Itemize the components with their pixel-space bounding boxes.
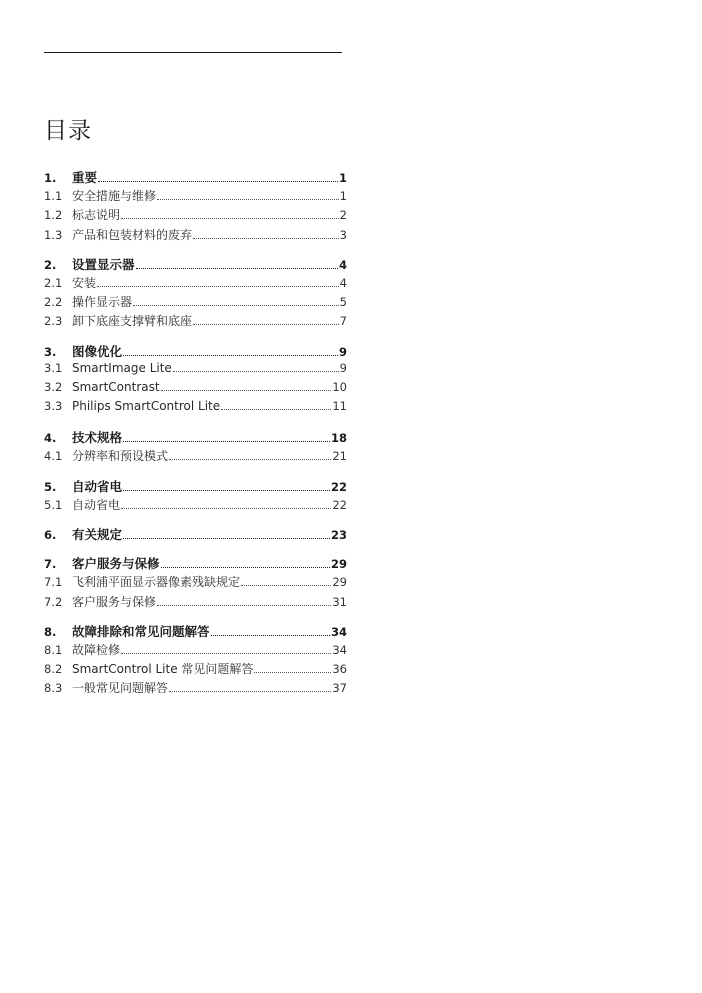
toc-subsection-number: 8.3 bbox=[44, 681, 63, 696]
toc-subsection-page-number: 36 bbox=[332, 662, 347, 677]
dot-leader bbox=[98, 181, 338, 182]
toc-subsection-page-number: 37 bbox=[332, 681, 347, 696]
dot-leader bbox=[123, 355, 338, 356]
toc-subsection-entry[interactable] bbox=[44, 206, 347, 225]
toc-chapter-label: 设置显示器 bbox=[72, 256, 135, 272]
toc-subsection-label: 安全措施与维修 bbox=[72, 189, 157, 204]
dot-leader bbox=[97, 286, 339, 287]
toc-subsection-number: 2.1 bbox=[44, 275, 63, 290]
dot-leader bbox=[173, 371, 339, 372]
toc-section bbox=[44, 477, 347, 515]
toc-subsection-label: SmartContrast bbox=[72, 379, 160, 394]
toc-subsection-entry[interactable] bbox=[44, 447, 347, 466]
toc-chapter-label: 自动省电 bbox=[72, 478, 123, 494]
toc-section bbox=[44, 622, 347, 699]
toc-chapter-entry[interactable] bbox=[44, 255, 347, 274]
toc-subsection-entry[interactable] bbox=[44, 361, 347, 380]
page-title: 目录 bbox=[44, 118, 92, 144]
toc-chapter-number: 2. bbox=[44, 257, 57, 272]
toc-subsection-page-number: 10 bbox=[332, 379, 347, 394]
toc-subsection-page-number: 31 bbox=[332, 594, 347, 609]
toc-chapter-number: 5. bbox=[44, 479, 57, 494]
toc-subsection-entry[interactable] bbox=[44, 312, 347, 331]
dot-leader bbox=[169, 691, 331, 692]
toc-chapter-entry[interactable] bbox=[44, 168, 347, 187]
toc-subsection-page-number: 4 bbox=[339, 275, 347, 290]
dot-leader bbox=[121, 218, 339, 219]
dot-leader bbox=[133, 305, 339, 306]
toc-chapter-number: 7. bbox=[44, 557, 57, 572]
toc-subsection-number: 5.1 bbox=[44, 497, 63, 512]
top-rule bbox=[44, 52, 342, 53]
toc-section bbox=[44, 428, 347, 466]
toc-subsection-label: 飞利浦平面显示器像素残缺规定 bbox=[72, 575, 241, 590]
toc-subsection-number: 8.2 bbox=[44, 662, 63, 677]
toc-chapter-label: 客户服务与保修 bbox=[72, 556, 160, 572]
toc-section bbox=[44, 255, 347, 332]
toc-subsection-page-number: 2 bbox=[339, 208, 347, 223]
toc-subsection-number: 1.3 bbox=[44, 227, 63, 242]
toc-subsection-page-number: 1 bbox=[339, 189, 347, 204]
toc-subsection-label: 自动省电 bbox=[72, 497, 121, 512]
toc-chapter-page-number: 4 bbox=[338, 257, 347, 272]
toc-subsection-label: SmartControl Lite 常见问题解答 bbox=[72, 662, 254, 677]
toc-chapter-entry[interactable] bbox=[44, 622, 347, 641]
toc-subsection-page-number: 22 bbox=[332, 497, 347, 512]
toc-subsection-entry[interactable] bbox=[44, 593, 347, 612]
toc-subsection-label: 客户服务与保修 bbox=[72, 594, 157, 609]
dot-leader bbox=[161, 567, 330, 568]
toc-subsection-number: 3.3 bbox=[44, 399, 63, 414]
toc-chapter-entry[interactable] bbox=[44, 554, 347, 573]
toc-subsection-page-number: 3 bbox=[339, 227, 347, 242]
toc-subsection-label: 安装 bbox=[72, 275, 97, 290]
toc-chapter-number: 3. bbox=[44, 344, 57, 359]
dot-leader bbox=[193, 324, 339, 325]
toc-chapter-label: 有关规定 bbox=[72, 527, 123, 542]
toc-subsection-page-number: 5 bbox=[339, 295, 347, 310]
dot-leader bbox=[123, 490, 330, 491]
toc-chapter-label: 技术规格 bbox=[72, 430, 123, 446]
toc-subsection-page-number: 29 bbox=[332, 575, 347, 590]
toc-chapter-page-number: 22 bbox=[330, 479, 347, 494]
toc-chapter-entry[interactable] bbox=[44, 525, 347, 544]
toc-subsection-number: 3.2 bbox=[44, 379, 63, 394]
dot-leader bbox=[254, 672, 331, 673]
toc-subsection-number: 8.1 bbox=[44, 642, 63, 657]
toc-subsection-label: 标志说明 bbox=[72, 208, 121, 223]
toc-subsection-entry[interactable] bbox=[44, 660, 347, 679]
toc-subsection-label: Philips SmartControl Lite bbox=[72, 399, 221, 414]
toc-subsection-number: 2.3 bbox=[44, 314, 63, 329]
toc-section bbox=[44, 554, 347, 612]
toc-subsection-page-number: 9 bbox=[339, 360, 347, 375]
toc-subsection-entry[interactable] bbox=[44, 496, 347, 515]
toc-chapter-page-number: 23 bbox=[330, 528, 347, 542]
toc-subsection-page-number: 34 bbox=[332, 642, 347, 657]
toc-subsection-entry[interactable] bbox=[44, 187, 347, 206]
toc-subsection-number: 7.2 bbox=[44, 594, 63, 609]
toc-subsection-number: 1.2 bbox=[44, 208, 63, 223]
toc-subsection-label: SmartImage Lite bbox=[72, 360, 172, 375]
dot-leader bbox=[161, 390, 332, 391]
dot-leader bbox=[136, 268, 338, 269]
toc-chapter-page-number: 18 bbox=[330, 431, 347, 446]
toc-subsection-label: 故障检修 bbox=[72, 642, 121, 657]
toc-subsection-entry[interactable] bbox=[44, 679, 347, 698]
dot-leader bbox=[221, 409, 331, 410]
toc-subsection-entry[interactable] bbox=[44, 274, 347, 293]
toc-chapter-page-number: 34 bbox=[330, 624, 347, 639]
toc-section bbox=[44, 342, 347, 419]
dot-leader bbox=[157, 199, 339, 200]
toc-subsection-entry[interactable] bbox=[44, 641, 347, 660]
toc-subsection-page-number: 21 bbox=[332, 449, 347, 464]
toc-chapter-entry[interactable] bbox=[44, 477, 347, 496]
toc-chapter-page-number: 1 bbox=[338, 171, 347, 185]
toc-chapter-label: 图像优化 bbox=[72, 343, 123, 359]
toc-subsection-number: 2.2 bbox=[44, 295, 63, 310]
toc-subsection-number: 4.1 bbox=[44, 449, 63, 464]
toc-chapter-number: 8. bbox=[44, 624, 57, 639]
toc-chapter-label: 故障排除和常见问题解答 bbox=[72, 623, 210, 639]
dot-leader bbox=[121, 508, 331, 509]
dot-leader bbox=[121, 653, 331, 654]
toc-chapter-page-number: 9 bbox=[338, 344, 347, 359]
toc-subsection-page-number: 11 bbox=[332, 399, 347, 414]
toc-subsection-label: 一般常见问题解答 bbox=[72, 681, 169, 696]
dot-leader bbox=[211, 635, 330, 636]
toc-chapter-page-number: 29 bbox=[330, 557, 347, 572]
toc-subsection-number: 1.1 bbox=[44, 189, 63, 204]
toc-subsection-label: 卸下底座支撑臂和底座 bbox=[72, 314, 193, 329]
toc-subsection-entry[interactable] bbox=[44, 380, 347, 399]
toc-subsection-label: 分辨率和预设模式 bbox=[72, 449, 169, 464]
toc-subsection-entry[interactable] bbox=[44, 573, 347, 592]
toc-subsection-label: 产品和包装材料的废弃 bbox=[72, 227, 193, 242]
toc-subsection-number: 7.1 bbox=[44, 575, 63, 590]
toc-subsection-label: 操作显示器 bbox=[72, 295, 133, 310]
toc-chapter-number: 1. bbox=[44, 171, 57, 185]
toc-section bbox=[44, 525, 347, 544]
toc-subsection-entry[interactable] bbox=[44, 226, 347, 245]
toc-section bbox=[44, 168, 347, 245]
toc-chapter-entry[interactable] bbox=[44, 342, 347, 361]
toc-chapter-label: 重要 bbox=[72, 170, 98, 185]
toc-subsection-page-number: 7 bbox=[339, 314, 347, 329]
toc-subsection-entry[interactable] bbox=[44, 293, 347, 312]
table-of-contents bbox=[44, 168, 347, 709]
toc-subsection-number: 3.1 bbox=[44, 360, 63, 375]
toc-chapter-number: 4. bbox=[44, 431, 57, 446]
dot-leader bbox=[123, 538, 330, 539]
dot-leader bbox=[169, 459, 331, 460]
toc-chapter-number: 6. bbox=[44, 528, 57, 542]
dot-leader bbox=[123, 441, 330, 442]
dot-leader bbox=[193, 238, 339, 239]
toc-subsection-entry[interactable] bbox=[44, 399, 347, 418]
dot-leader bbox=[157, 605, 331, 606]
toc-chapter-entry[interactable] bbox=[44, 428, 347, 447]
dot-leader bbox=[241, 585, 331, 586]
